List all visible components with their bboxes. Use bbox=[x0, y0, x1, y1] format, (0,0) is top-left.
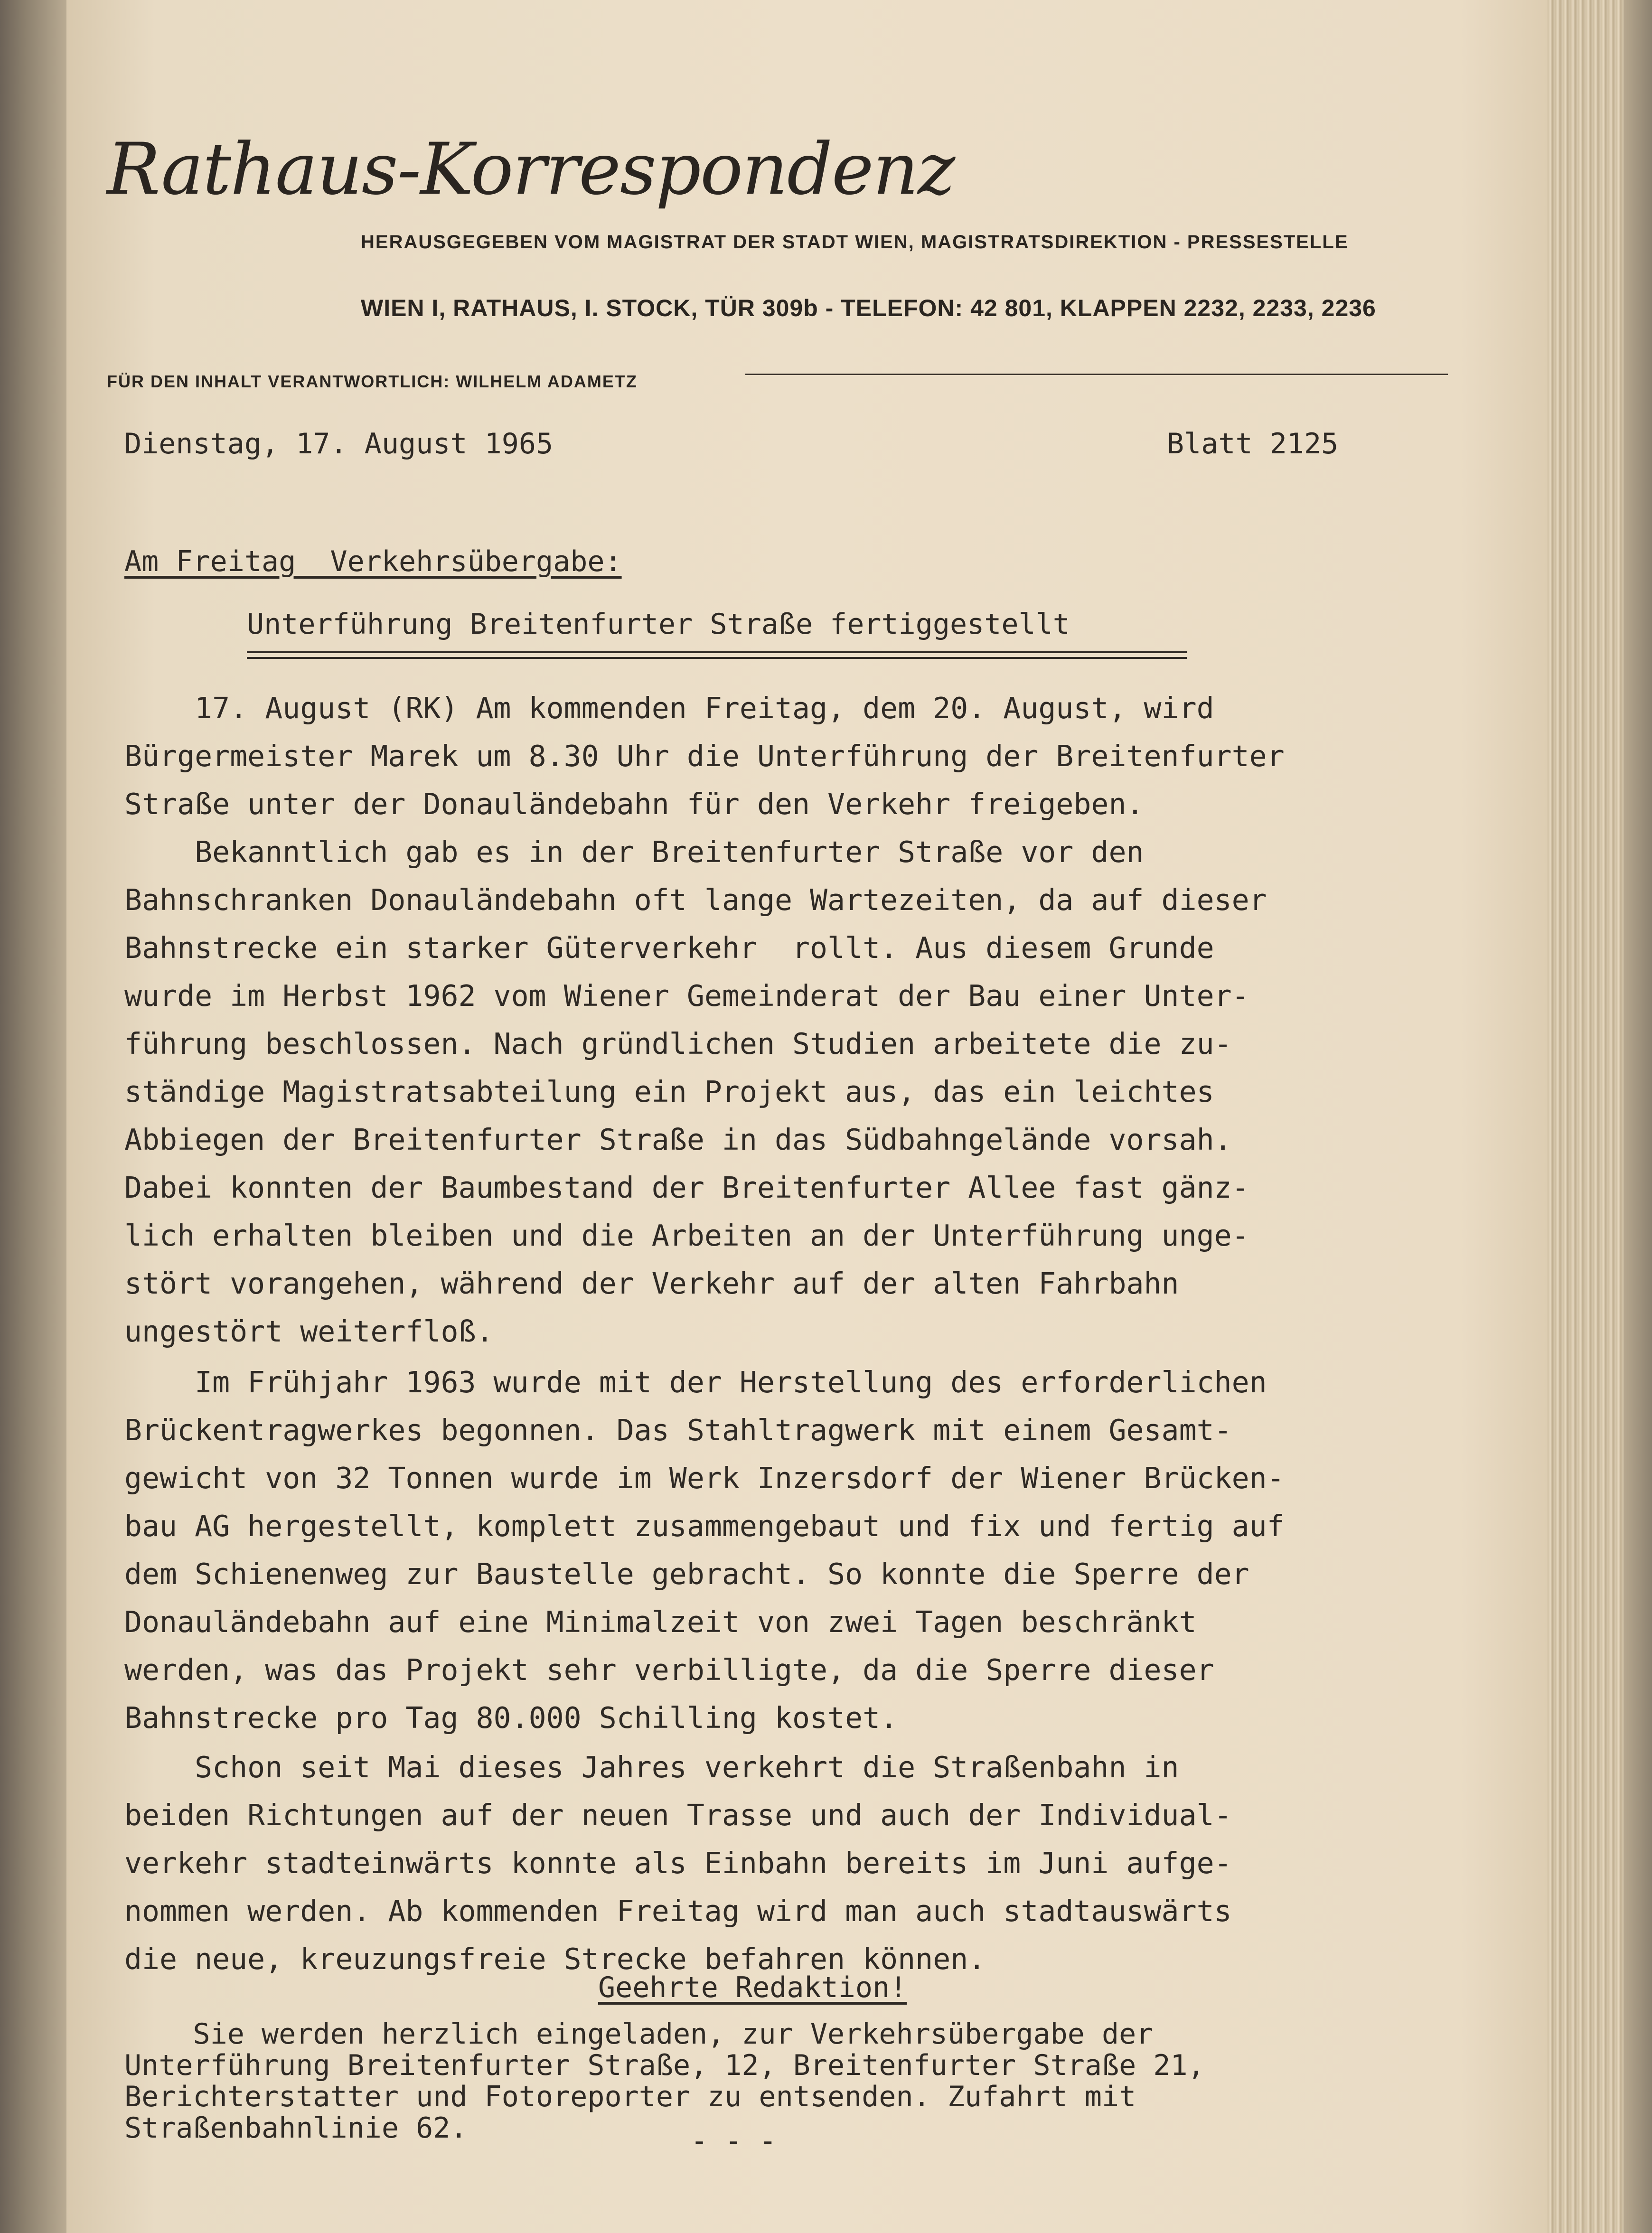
invitation-heading: Geehrte Redaktion! bbox=[598, 1971, 907, 2004]
article-paragraph: 17. August (RK) Am kommenden Freitag, dem 20. August, wird Bürgermeister Marek um 8.30 Uhr die Unterführung der Breitenfurter Straße unter der Donauländebahn für den Verkehr freigeben. bbox=[124, 691, 1285, 821]
article-paragraph: Bekanntlich gab es in der Breitenfurter Straße vor den Bahnschranken Donauländebahn oft lange Wartezeiten, da auf dieser Bahnstrecke ein starker Güterverkehr rollt. Aus diesem Grunde wurde im Herbst 1962 vom Wiener Gemeinderat der Bau einer Unter- führung beschlossen. Nach gründlichen Studien arbeitete die zu- ständige Magistratsabteilung ein Projekt aus, das ein leichtes Abbiegen der Breitenfurter Straße in das Südbahngelände vorsah. Dabei konnten der Baumbestand der Breitenfurter Allee fast gänz- lich erhalten bleiben und die Arbeiten an der Unterführung unge- stört vorangehen, während der Verkehr auf der alten Fahrbahn ungestört weiterfloß. bbox=[124, 835, 1267, 1349]
end-mark: - - - bbox=[691, 2124, 777, 2158]
article-kicker: Am Freitag Verkehrsübergabe: bbox=[124, 545, 622, 578]
book-gutter bbox=[0, 0, 66, 2233]
article-paragraph: Im Frühjahr 1963 wurde mit der Herstellung des erforderlichen Brückentragwerkes begonnen. Das Stahltragwerk mit einem Gesamt- gewicht von 32 Tonnen wurde im Werk Inzersdorf der Wiener Brücken- bau AG hergestellt, komplett zusammengebaut und fix und fertig auf dem Schienenweg zur Baustelle gebracht. So konnte die Sperre der Donauländebahn auf eine Minimalzeit von zwei Tagen beschränkt werden, was das Projekt sehr verbilligte, da die Sperre dieser Bahnstrecke pro Tag 80.000 Schilling kostet. bbox=[124, 1365, 1285, 1735]
article-headline: Unterführung Breitenfurter Straße fertiggestellt bbox=[247, 608, 1070, 641]
sheet-number: Blatt 2125 bbox=[1167, 427, 1339, 460]
responsible-rule bbox=[745, 374, 1448, 375]
headline-double-rule bbox=[247, 651, 1187, 653]
headline-double-rule bbox=[247, 657, 1187, 659]
masthead-title: Rathaus-Korrespondenz bbox=[107, 128, 955, 211]
masthead-responsible: FÜR DEN INHALT VERANTWORTLICH: WILHELM ADAMETZ bbox=[107, 372, 638, 391]
invitation-text: Sie werden herzlich eingeladen, zur Verkehrsübergabe der Unterführung Breitenfurter Straße, 12, Breitenfurter Straße 21, Berichterstatter und Fotoreporter zu entsenden. Zufahrt mit Straßenbahnlinie 62. bbox=[124, 2017, 1205, 2145]
page-edges bbox=[1548, 0, 1652, 2233]
masthead-publisher: HERAUSGEGEBEN VOM MAGISTRAT DER STADT WIEN, MAGISTRATSDIREKTION - PRESSESTELLE bbox=[361, 232, 1349, 253]
date-line: Dienstag, 17. August 1965 bbox=[124, 427, 554, 460]
article-paragraph: Schon seit Mai dieses Jahres verkehrt die Straßenbahn in beiden Richtungen auf der neuen Trasse und auch der Individual- verkehr stadteinwärts konnte als Einbahn bereits im Juni aufge- nommen werden. Ab kommenden Freitag wird man auch stadtauswärts die neue, kreuzungsfreie Strecke befahren können. bbox=[124, 1750, 1232, 1976]
masthead-address: WIEN I, RATHAUS, I. STOCK, TÜR 309b - TELEFON: 42 801, KLAPPEN 2232, 2233, 2236 bbox=[361, 295, 1376, 321]
